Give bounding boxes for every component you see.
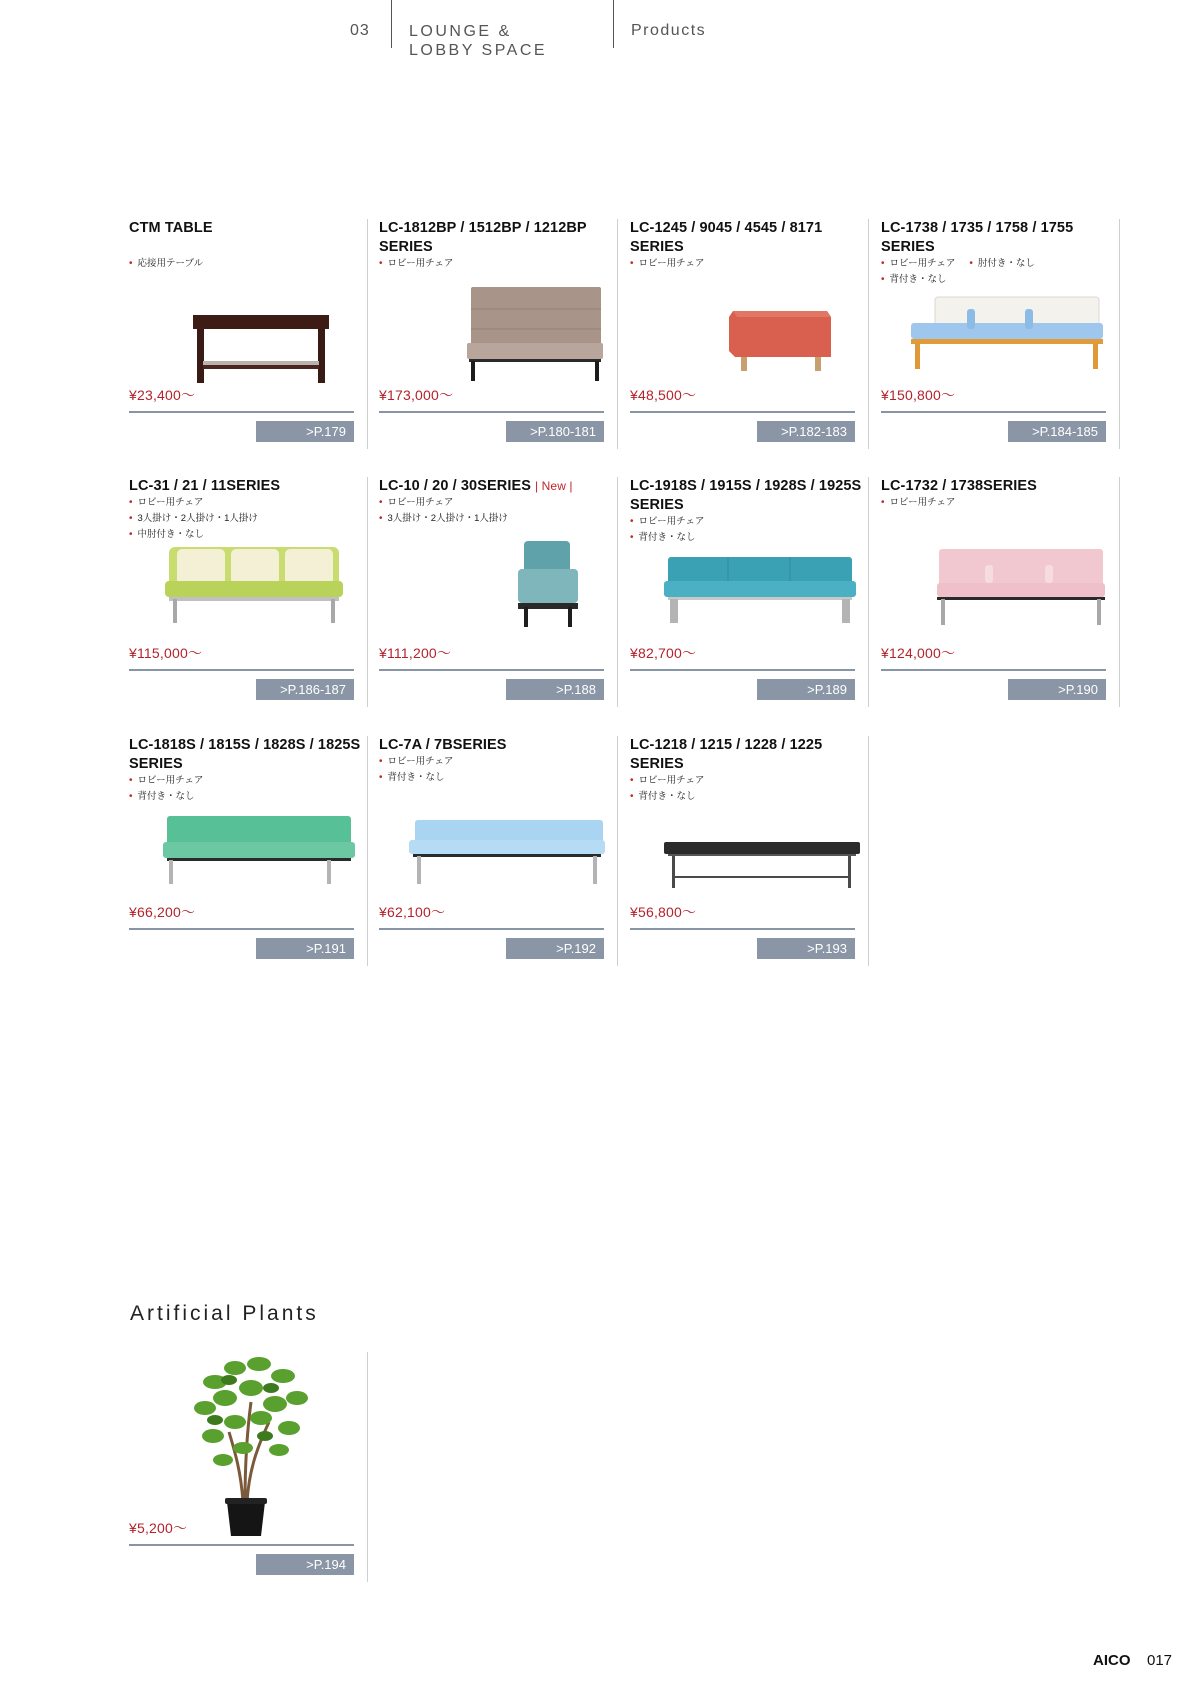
product-title: LC-7A / 7BSERIES [379, 737, 507, 753]
bench-icon [935, 545, 1107, 631]
feature-item: • 背付き・なし [630, 530, 696, 546]
divider-rule [379, 928, 604, 930]
product-title: LC-1732 / 1738SERIES [881, 478, 1037, 494]
sofa-icon [159, 814, 359, 894]
page-link-button[interactable]: >P.186-187 [256, 679, 354, 700]
feature-list [129, 495, 369, 543]
page-link-button[interactable]: >P.190 [1008, 679, 1106, 700]
divider-rule [129, 411, 354, 413]
product-title: LC-1218 / 1215 / 1228 / 1225 SERIES [630, 737, 823, 772]
feature-item: • ロビー用チェア [129, 773, 203, 789]
product-card[interactable] [871, 219, 1120, 449]
feature-list [129, 773, 369, 805]
product-title-text: LC-10 / 20 / 30SERIES [379, 478, 531, 494]
page-link-button[interactable]: >P.180-181 [506, 421, 604, 442]
product-title: LC-1245 / 9045 / 4545 / 8171 SERIES [630, 220, 823, 255]
feature-list [881, 495, 1121, 511]
feature-item: • 応接用テーブル [129, 256, 203, 272]
feature-list [881, 256, 1121, 288]
divider-rule [379, 411, 604, 413]
section-heading: Artificial Plants [130, 1302, 319, 1325]
product-card[interactable] [119, 1352, 368, 1582]
feature-item: • ロビー用チェア [630, 514, 704, 530]
page-link-button[interactable]: >P.194 [256, 1554, 354, 1575]
product-price: ¥82,700〜 [630, 645, 697, 661]
sofa-icon [461, 285, 607, 385]
page-link-button[interactable]: >P.192 [506, 938, 604, 959]
feature-item: • 3人掛け・2人掛け・1人掛け [379, 511, 508, 527]
product-title: LC-1818S / 1815S / 1828S / 1825S SERIES [129, 737, 361, 772]
product-price: ¥124,000〜 [881, 645, 956, 661]
sofa-icon [660, 553, 860, 635]
feature-item: • ロビー用チェア [881, 256, 955, 272]
product-card[interactable] [620, 477, 869, 707]
product-price: ¥115,000〜 [129, 645, 203, 661]
feature-item: • ロビー用チェア [379, 495, 453, 511]
feature-item: • ロビー用チェア [379, 256, 453, 272]
page-link-button[interactable]: >P.182-183 [757, 421, 855, 442]
feature-item: • 中肘付き・なし [129, 527, 204, 543]
divider-rule [881, 411, 1106, 413]
divider-rule [129, 669, 354, 671]
product-title: LC-31 / 21 / 11SERIES [129, 478, 281, 494]
feature-item: • 背付き・なし [129, 789, 195, 805]
feature-item: • 背付き・なし [881, 272, 947, 288]
section-title-line2: LOBBY SPACE [409, 42, 548, 59]
divider-rule [630, 928, 855, 930]
product-title [379, 477, 619, 496]
header-divider [613, 0, 614, 48]
feature-item: • 背付き・なし [379, 770, 445, 786]
feature-list [379, 495, 619, 527]
page-number: 017 [1147, 1652, 1173, 1669]
feature-list [630, 773, 870, 805]
product-price: ¥48,500〜 [630, 387, 697, 403]
product-card[interactable] [871, 477, 1120, 707]
feature-list [379, 256, 619, 272]
divider-rule [630, 669, 855, 671]
brand-logo: AICO [1093, 1652, 1131, 1669]
chair-icon [514, 539, 586, 633]
feature-item: • 3人掛け・2人掛け・1人掛け [129, 511, 258, 527]
product-card[interactable] [119, 736, 368, 966]
product-title: LC-1918S / 1915S / 1928S / 1925S SERIES [630, 478, 862, 513]
sofa-icon [161, 543, 347, 629]
divider-rule [630, 411, 855, 413]
divider-rule [129, 928, 354, 930]
page-link-button[interactable]: >P.184-185 [1008, 421, 1106, 442]
product-card[interactable] [369, 736, 618, 966]
category-label: Products [631, 22, 707, 39]
bench-icon [660, 840, 864, 890]
feature-item: • ロビー用チェア [129, 495, 203, 511]
section-title [409, 22, 547, 60]
product-price: ¥56,800〜 [630, 904, 697, 920]
product-price: ¥111,200〜 [379, 645, 452, 661]
product-card[interactable] [369, 477, 618, 707]
page-link-button[interactable]: >P.189 [757, 679, 855, 700]
feature-list [630, 256, 870, 272]
feature-list [630, 514, 870, 546]
divider-rule [881, 669, 1106, 671]
product-title: LC-1738 / 1735 / 1758 / 1755 SERIES [881, 220, 1074, 255]
section-title-line1: LOUNGE & [409, 23, 512, 40]
page-link-button[interactable]: >P.188 [506, 679, 604, 700]
page-link-button[interactable]: >P.191 [256, 938, 354, 959]
bench-icon [907, 295, 1107, 377]
feature-item: • ロビー用チェア [630, 256, 704, 272]
product-price: ¥173,000〜 [379, 387, 454, 403]
divider-rule [379, 669, 604, 671]
feature-item: • 肘付き・なし [969, 256, 1035, 272]
feature-list [379, 754, 619, 786]
feature-list [129, 256, 369, 272]
product-card[interactable] [119, 477, 368, 707]
product-price: ¥66,200〜 [129, 904, 196, 920]
page-link-button[interactable]: >P.179 [256, 421, 354, 442]
plant-icon [185, 1352, 317, 1538]
divider-rule [129, 1544, 354, 1546]
feature-item: • 背付き・なし [630, 789, 696, 805]
product-card[interactable] [369, 219, 618, 449]
product-price: ¥62,100〜 [379, 904, 446, 920]
product-price: ¥23,400〜 [129, 387, 196, 403]
header-divider [391, 0, 392, 48]
product-price: ¥150,800〜 [881, 387, 956, 403]
feature-item: • ロビー用チェア [881, 495, 955, 511]
feature-item: • ロビー用チェア [379, 754, 453, 770]
product-card[interactable] [620, 219, 869, 449]
product-title: LC-1812BP / 1512BP / 1212BP SERIES [379, 220, 587, 255]
feature-item: • ロビー用チェア [630, 773, 704, 789]
new-badge: | New | [535, 479, 573, 493]
page-link-button[interactable]: >P.193 [757, 938, 855, 959]
sofa-icon [405, 818, 609, 892]
product-price: ¥5,200〜 [129, 1520, 188, 1536]
product-card[interactable] [119, 219, 368, 449]
table-icon [179, 309, 339, 385]
stool-icon [719, 305, 837, 377]
product-title: CTM TABLE [129, 220, 213, 236]
product-card[interactable] [620, 736, 869, 966]
chapter-number: 03 [350, 22, 370, 39]
